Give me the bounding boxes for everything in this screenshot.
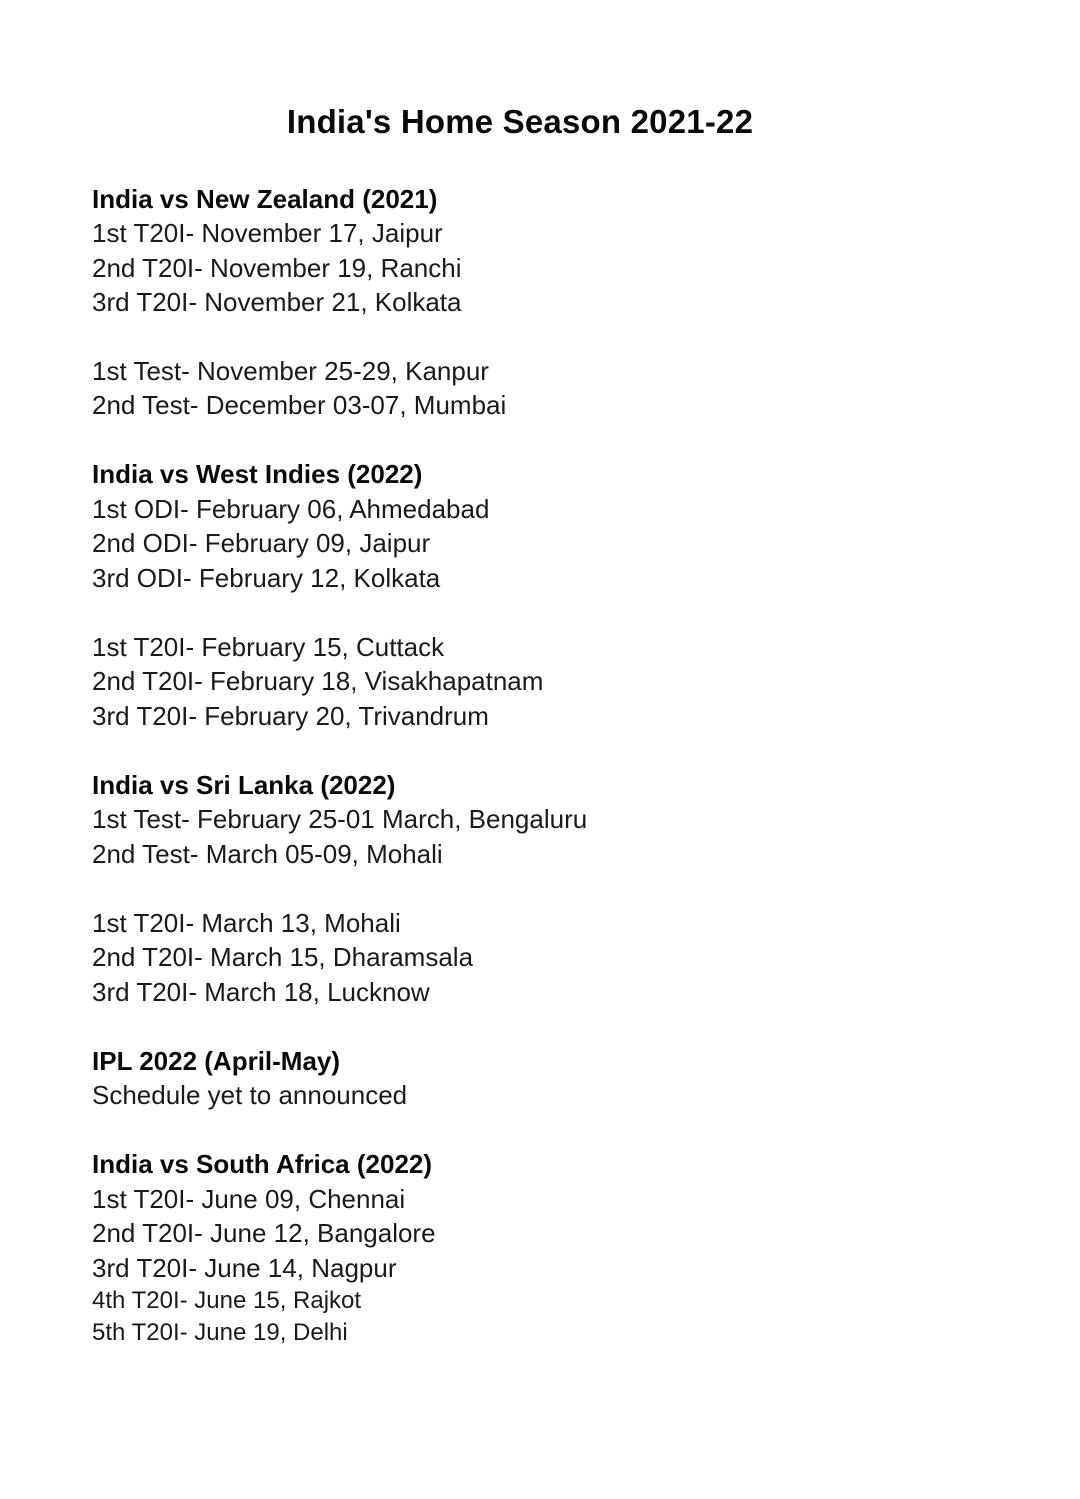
fixture-line: 3rd T20I- June 14, Nagpur	[92, 1253, 397, 1283]
fixture-line: 2nd T20I- November 19, Ranchi	[92, 253, 462, 283]
fixture-line: Schedule yet to announced	[92, 1080, 408, 1110]
fixture-line: 1st ODI- February 06, Ahmedabad	[92, 494, 490, 524]
fixture-line: 2nd Test- December 03-07, Mumbai	[92, 390, 507, 420]
fixture-line: 1st T20I- June 09, Chennai	[92, 1184, 406, 1214]
section-heading-ipl: IPL 2022 (April-May)	[92, 1046, 341, 1076]
fixture-line: 2nd T20I- February 18, Visakhapatnam	[92, 666, 544, 696]
page-title: India's Home Season 2021-22	[286, 103, 754, 140]
fixture-line: 1st Test- November 25-29, Kanpur	[92, 356, 489, 386]
fixture-line: 3rd T20I- February 20, Trivandrum	[92, 701, 489, 731]
fixture-line: 4th T20I- June 15, Rajkot	[92, 1287, 362, 1314]
section-heading-new-zealand: India vs New Zealand (2021)	[92, 184, 438, 214]
fixture-line: 1st Test- February 25-01 March, Bengaluru	[92, 804, 588, 834]
fixture-line: 3rd ODI- February 12, Kolkata	[92, 563, 441, 593]
fixture-line: 5th T20I- June 19, Delhi	[92, 1319, 348, 1346]
fixture-line: 2nd T20I- June 12, Bangalore	[92, 1218, 436, 1248]
section-heading-sri-lanka: India vs Sri Lanka (2022)	[92, 770, 396, 800]
fixture-line: 3rd T20I- March 18, Lucknow	[92, 977, 430, 1007]
section-heading-south-africa: India vs South Africa (2022)	[92, 1149, 433, 1179]
fixture-line: 2nd ODI- February 09, Jaipur	[92, 528, 431, 558]
fixture-line: 3rd T20I- November 21, Kolkata	[92, 287, 462, 317]
fixture-line: 2nd T20I- March 15, Dharamsala	[92, 942, 474, 972]
section-heading-west-indies: India vs West Indies (2022)	[92, 459, 423, 489]
fixture-line: 1st T20I- March 13, Mohali	[92, 908, 401, 938]
fixture-line: 1st T20I- February 15, Cuttack	[92, 632, 445, 662]
fixture-line: 1st T20I- November 17, Jaipur	[92, 218, 443, 248]
fixture-line: 2nd Test- March 05-09, Mohali	[92, 839, 443, 869]
